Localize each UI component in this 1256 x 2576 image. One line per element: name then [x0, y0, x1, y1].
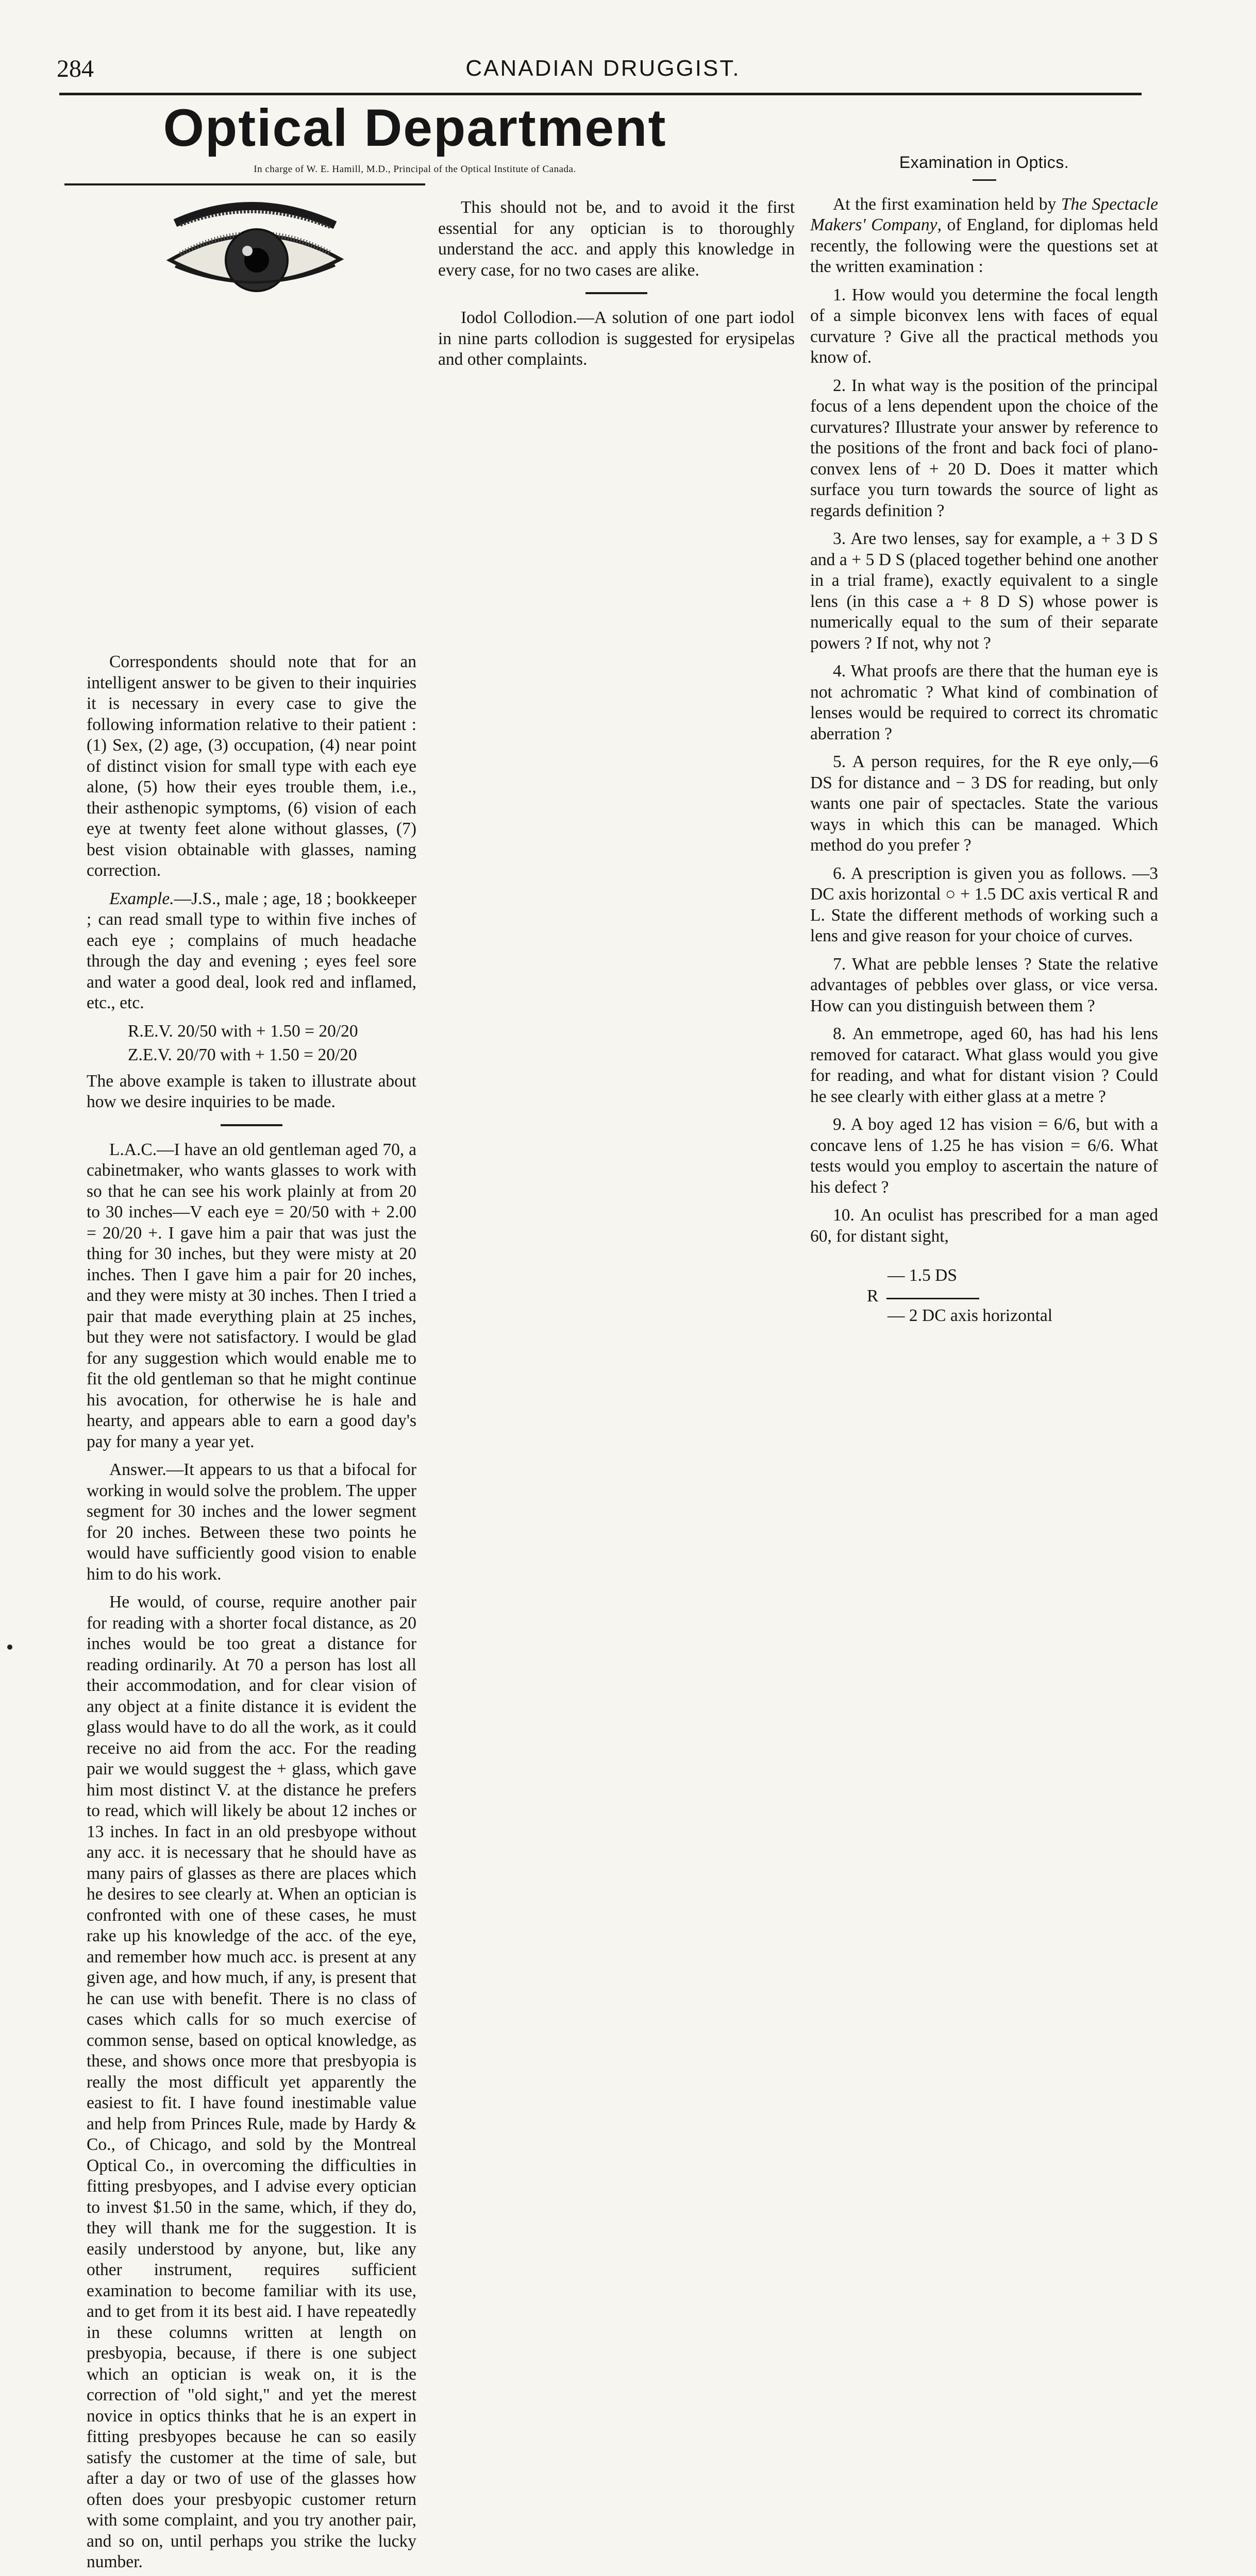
exam-intro [810, 194, 1158, 278]
journal-title: CANADIAN DRUGGIST. [465, 56, 741, 81]
rx-rule [886, 1298, 979, 1299]
exam-intro-org: The Spectacle Makers' Company [810, 194, 1158, 234]
department-subtitle: In charge of W. E. Hamill, M.D., Principal of the Optical Institute of Canada. [254, 164, 576, 175]
title-rule [64, 183, 425, 185]
example-text: —J.S., male ; age, 18 ; bookkeeper ; can read small type to within five inches of each eye ; complains of much headache through the day and evening ; eyes feel sore and water a good deal, look red and inflamed, etc., etc. [87, 889, 416, 1012]
example-closing: The above example is taken to illustrate about how we desire inquiries to be made. [87, 1071, 416, 1111]
question-list [810, 285, 1158, 1247]
section-divider [585, 292, 647, 294]
running-header [57, 55, 1149, 86]
exam-question: 9. A boy aged 12 has vision = 6/6, but with a concave lens of 1.25 he has vision = 6/6. What tests would you employ to ascertain the nature of his defect ? [810, 1115, 1158, 1197]
example-paragraph [87, 889, 416, 1014]
page-number: 284 [57, 55, 94, 82]
exam-question: 7. What are pebble lenses ? State the relative advantages of pebbles over glass, or vice versa. How can you distinguish between them ? [810, 954, 1158, 1015]
letter-question: L.A.C.—I have an old gentleman aged 70, a cabinetmaker, who wants glasses to work with so that he can see his work plainly at from 20 to 30 inches—V each eye = 20/50 with + 2.00 = 20/20 +. I gave him a pair that was just the thing for 30 inches, but they were misty at 20 inches. Then I gave him a pair for 20 inches, and they were misty at 30 inches. Then I tried a pair that made everything plain at 25 inches, but they were not satisfactory. I would be glad for any suggestion which would enable me to fit the old gentleman so that he might continue his avocation, for otherwise he is hale and hearty, and appears able to earn a good day's pay for many a year yet. [87, 1140, 416, 1451]
margin-dot [7, 1645, 12, 1650]
department-title: Optical Department [163, 98, 667, 157]
answer-paragraph-1: Answer.—It appears to us that a bifocal for working in would solve the problem. The upper segment for 30 inches and the lower segment for 20 inches. Between these two points he would have sufficiently good vision to enable him to do his work. [87, 1460, 416, 1584]
column-right [810, 152, 1158, 1332]
exam-question: 3. Are two lenses, say for example, a + 3 D S and a + 5 D S (placed together behind one another in a trial frame), exactly equivalent to a single lens (in this case a + 8 D S) whose power is numerically equal to the sum of their separate powers ? If not, why not ? [810, 529, 1158, 653]
prescription-formula [867, 1265, 1158, 1332]
answer-paragraph-2: He would, of course, require another pair for reading with a shorter focal distance, as 20 inches would be too great a distance for reading ordinarily. At 70 a person has lost all their accommodation, and for clear vision of any object at a finite distance it is evident the glass would have to do all the work, as it could receive no aid from the acc. For the reading pair we would suggest the + glass, which gave him most distinct V. at the distance he prefers to read, which will likely be about 12 inches or 13 inches. In fact in an old presbyope without any acc. it is necessary that he should have as many pairs of glasses as there are places which he desires to see clearly at. When an optician is confronted with one of these cases, he must rake up his knowledge of the acc. of the eye, and remember how much acc. is present at any given age, and how much, if any, is present that he can use with benefit. There is no class of cases which calls for so much exercise of common sense, based on optical knowledge, as these, and shows once more that presbyopia is really the most difficult yet apparently the easiest to fit. I have found inestimable value and help from Princes Rule, made by Hardy & Co., of Chicago, and sold by the Montreal Optical Co., in overcoming the difficulties in fitting presbyopes, and I advise every optician to invest $1.50 in the same, which, if they do, they will thank me for the suggestion. It is easily understood by anyone, but, like any other instrument, requires sufficient examination to become familiar with its use, and to get from it its best aid. I have repeatedly in these columns written at length on presbyopia, because, if there is one subject which an optician is weak on, it is the correction of "old sight," and yet the merest novice in optics thinks that he is an expert in fitting presbyopes because he can so easily satisfy the customer at the time of sale, but after a day or two of use of the glasses how often does your presbyopic customer return with some complaint, and you try another pair, and so on, until perhaps you strike the lucky number. [87, 1592, 416, 2571]
rx-label: R [867, 1286, 879, 1306]
exam-question: 5. A person requires, for the R eye only,—6 DS for distance and − 3 DS for reading, but only wants one pair of spectacles. State the various ways in which this can be managed. Which method do you prefer ? [810, 752, 1158, 855]
section-divider [221, 1124, 282, 1126]
exam-question: 4. What proofs are there that the human eye is not achromatic ? What kind of combination of lenses would be required to correct its chromatic aberration ? [810, 662, 1158, 743]
rev-line: R.E.V. 20/50 with + 1.50 = 20/20 [128, 1021, 358, 1041]
example-label: Example. [109, 889, 174, 908]
exam-intro-pre: At the first examination held by [833, 194, 1061, 214]
rx-line-2: — 2 DC axis horizontal [887, 1306, 1053, 1325]
iodol-paragraph: Iodol Collodion.—A solution of one part iodol in nine parts collodion is suggested for erysipelas and other complaints. [438, 308, 795, 369]
intro-paragraph: Correspondents should note that for an intelligent answer to be given to their inquiries it is necessary in every case to give the following information relative to their patient : (1) Sex, (2) age, (3) occupation, (4) near point of distinct vision for small type with each eye alone, (5) how their eyes trouble them, i.e., their asthenopic symptoms, (6) vision of each eye at twenty feet alone without glasses, (7) best vision obtainable with glasses, naming correction. [87, 652, 416, 880]
eye-icon [165, 193, 345, 307]
exam-intro-post: , of England, for diplomas held recently, the following were the questions set at the written examination : [810, 215, 1158, 276]
column-left [87, 652, 416, 2576]
column-middle [438, 197, 795, 378]
exam-question: 8. An emmetrope, aged 60, has had his lens removed for cataract. What glass would you give for reading, and what for distant vision ? Could he see clearly with either glass at a metre ? [810, 1024, 1158, 1106]
exam-question: 1. How would you determine the focal length of a simple biconvex lens with faces of equal curvature ? Give all the practical methods you know of. [810, 285, 1158, 367]
exam-question: 2. In what way is the position of the principal focus of a lens dependent upon the choice of the curvatures? Illustrate your answer by reference to the positions of the front and back foci of plano-convex lens of + 20 D. Does it matter which surface you turn towards the source of light as regards definition ? [810, 376, 1158, 520]
exam-question: 10. An oculist has prescribed for a man aged 60, for distant sight, [810, 1206, 1158, 1246]
zev-line: Z.E.V. 20/70 with + 1.50 = 20/20 [128, 1045, 357, 1064]
exam-question: 6. A prescription is given you as follows. —3 DC axis horizontal ○ + 1.5 DC axis vertical R and L. State the different methods of working such a lens and give reason for your choice of curves. [810, 863, 1158, 945]
header-rule [59, 93, 1142, 95]
exam-heading: Examination in Optics. [899, 153, 1069, 172]
answer-paragraph-3: This should not be, and to avoid it the first essential for any optician is to thoroughly understand the acc. and apply this knowledge in every case, for no two cases are alike. [438, 198, 795, 280]
heading-divider [973, 179, 996, 181]
rx-line-1: — 1.5 DS [887, 1266, 957, 1285]
